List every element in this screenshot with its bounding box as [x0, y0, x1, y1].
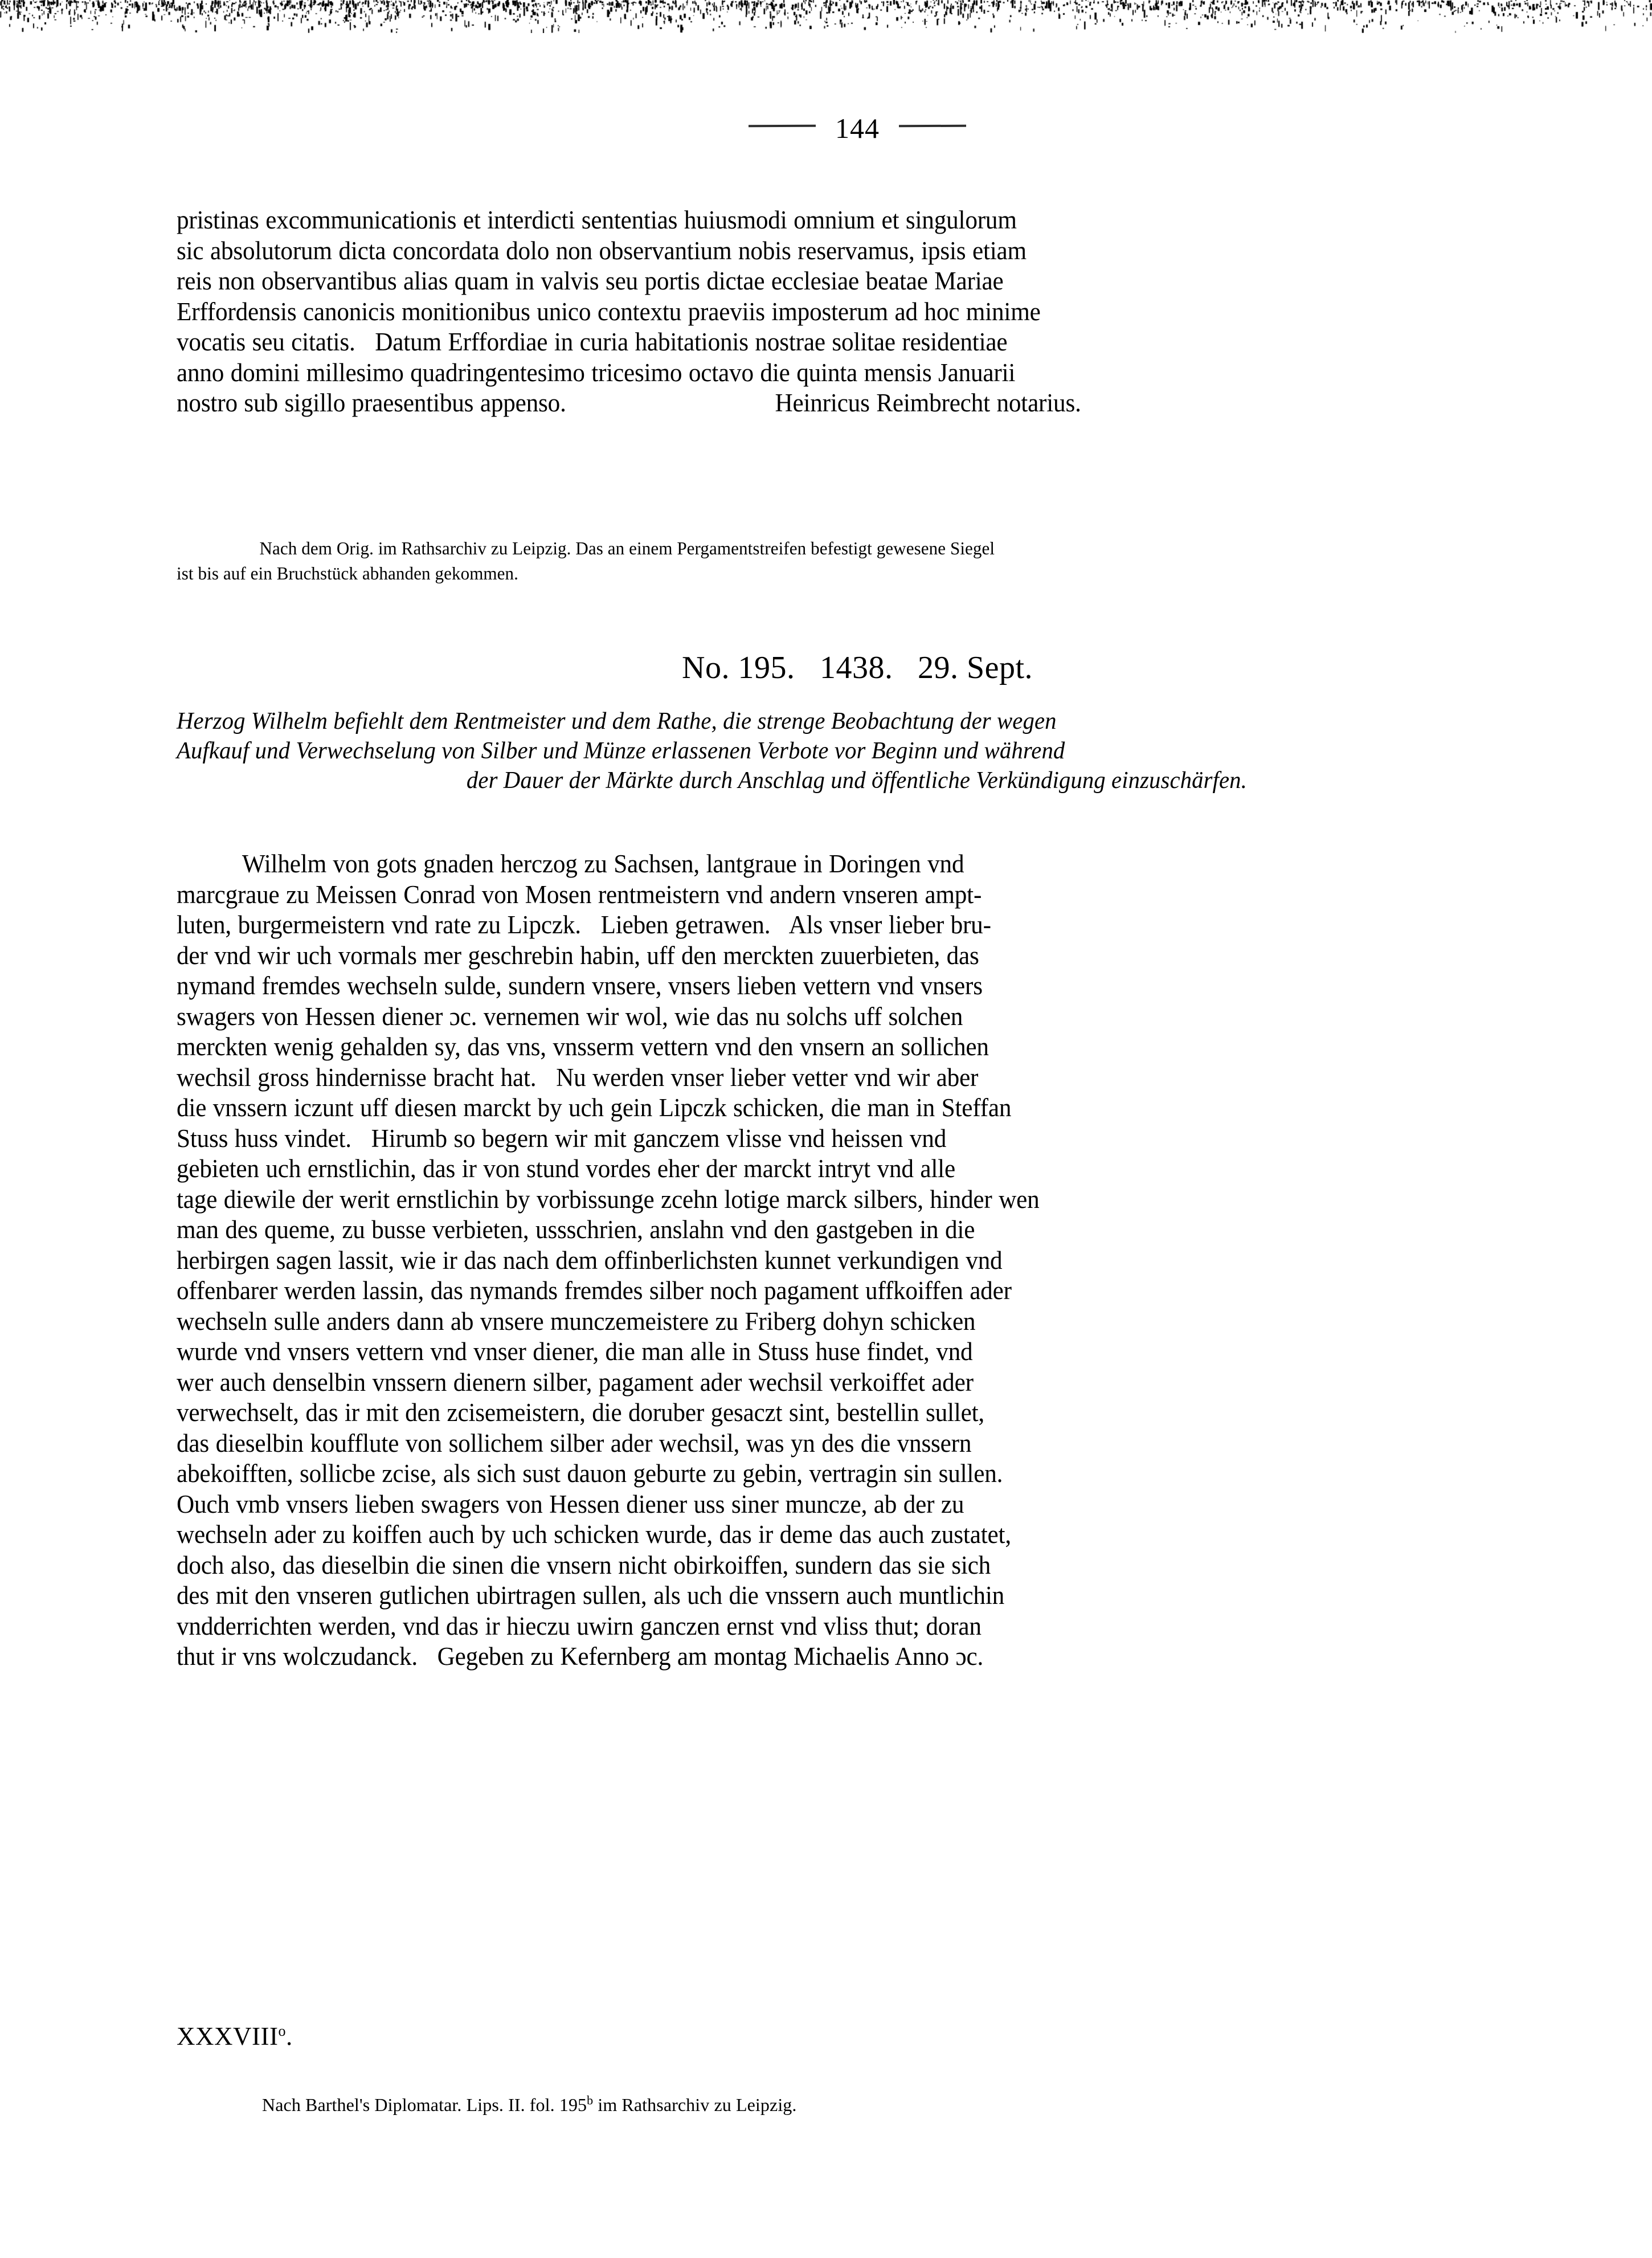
text-line: das dieselbin koufflute von sollichem silber ader wechsil, was yn des die vnssern — [177, 1428, 972, 1457]
folio-rule-left-icon — [749, 125, 816, 128]
source-note-prefix: Nach Barthel's Diplomatar. Lips. II. fol. 195 — [262, 2094, 587, 2115]
closing-roman-numeral — [177, 2022, 293, 2052]
text-line: nymand fremdes wechseln sulde, sundern vnsere, vnsers lieben vettern vnd vnsers — [177, 971, 983, 1000]
note-line: ist bis auf ein Bruchstück abhanden gekommen. — [177, 563, 519, 583]
source-note-suffix: im Rathsarchiv zu Leipzig. — [593, 2094, 797, 2115]
text-line: pristinas excommunicationis et interdicti sententias huiusmodi omnium et singulorum — [177, 206, 1017, 234]
document-regest — [177, 707, 1537, 795]
text-line: des mit den vnseren gutlichen ubirtragen sullen, als uch die vnssern auch muntlichin — [177, 1581, 1005, 1610]
text-line: swagers von Hessen diener ɔc. vernemen wir wol, wie das nu solchs uff solchen — [177, 1002, 963, 1031]
document-number-heading: No. 195. 1438. 29. Sept. — [682, 650, 1033, 685]
text-line: luten, burgermeistern vnd rate zu Lipczk. Lieben getrawen. Als vnser lieber bru- — [177, 910, 991, 939]
scan-noise-top-edge — [0, 0, 1652, 33]
text-line: herbirgen sagen lassit, wie ir das nach dem offinberlichsten kunnet verkundigen vnd — [177, 1246, 1003, 1275]
text-line: Wilhelm von gots gnaden herczog zu Sachsen, lantgraue in Doringen vnd — [177, 850, 964, 878]
text-line: verwechselt, das ir mit den zcisemeistern, die doruber gesaczt sint, bestellin sullet, — [177, 1398, 985, 1427]
text-line: Erffordensis canonicis monitionibus unico contextu praeviis imposterum ad hoc minime — [177, 297, 1041, 326]
text-line: der vnd wir uch vormals mer geschrebin habin, uff den merckten zuuerbieten, das — [177, 941, 979, 970]
dating-clause-tail: nostro sub sigillo praesentibus appenso. — [177, 389, 566, 417]
regest-line: Herzog Wilhelm befiehlt dem Rentmeister und dem Rathe, die strenge Beobachtung der wegen — [177, 708, 1057, 734]
source-note-above — [177, 536, 1497, 586]
roman-numeral-value: XXXVIII — [177, 2022, 279, 2051]
text-line: marcgraue zu Meissen Conrad von Mosen rentmeistern vnd andern vnseren ampt- — [177, 880, 982, 909]
text-line: Stuss huss vindet. Hirumb so begern wir mit ganczem vlisse vnd heissen vnd — [177, 1124, 947, 1153]
notary-name: Heinricus Reimbrecht notarius. — [775, 389, 1081, 417]
text-line: reis non observantibus alias quam in valvis seu portis dictae ecclesiae beatae Mariae — [177, 267, 1004, 295]
text-line: wechsil gross hindernisse bracht hat. Nu werden vnser lieber vetter vnd wir aber — [177, 1063, 979, 1092]
page-header-folio — [177, 114, 1538, 142]
text-line: man des queme, zu busse verbieten, ussschrien, anslahn vnd den gastgeben in die — [177, 1215, 975, 1244]
text-line: sic absolutorum dicta concordata dolo non observantium nobis reservamus, ipsis etiam — [177, 236, 1027, 265]
source-note-below — [262, 2092, 1458, 2117]
text-line: anno domini millesimo quadringentesimo tricesimo octavo die quinta mensis Januarii — [177, 358, 1016, 387]
page-number: 144 — [835, 112, 880, 144]
notary-signature-line — [177, 388, 1483, 419]
text-line: abekoifften, sollicbe zcise, als sich sust dauon geburte zu gebin, vertragin sin sullen. — [177, 1459, 1003, 1488]
text-line: wechseln sulle anders dann ab vnsere munczemeistere zu Friberg dohyn schicken — [177, 1306, 976, 1336]
text-line: Ouch vmb vnsers lieben swagers von Hessen diener uss siner muncze, ab der zu — [177, 1489, 964, 1518]
text-line: vndderrichten werden, vnd das ir hieczu uwirn ganczen ernst vnd vliss thut; doran — [177, 1611, 982, 1640]
text-line: die vnssern iczunt uff diesen marckt by uch gein Lipczk schicken, die man in Steffan — [177, 1093, 1012, 1122]
note-line: Nach dem Orig. im Rathsarchiv zu Leipzig. Das an einem Pergamentstreifen befestigt gewesene Siegel — [259, 538, 995, 558]
folio-rule-right-icon — [899, 125, 966, 128]
charter-body-text — [177, 849, 1483, 1672]
regest-line: Aufkauf und Verwechselung von Silber und Münze erlassenen Verbote vor Beginn und während — [177, 738, 1065, 764]
regest-line: der Dauer der Märkte durch Anschlag und öffentliche Verkündigung einzuschärfen. — [466, 767, 1247, 794]
text-line: wurde vnd vnsers vettern vnd vnser diener, die man alle in Stuss huse findet, vnd — [177, 1337, 973, 1366]
text-line: doch also, das dieselbin die sinen die vnsern nicht obirkoiffen, sundern das sie sich — [177, 1550, 991, 1579]
text-line: merckten wenig gehalden sy, das vns, vnsserm vettern vnd den vnsern an sollichen — [177, 1032, 989, 1061]
folio-side-superscript: b — [587, 2093, 594, 2108]
text-line: wer auch denselbin vnssern dienern silber, pagament ader wechsil verkoiffet ader — [177, 1367, 974, 1397]
text-line: tage diewile der werit ernstlichin by vorbissunge zcehn lotige marck silbers, hinder wen — [177, 1185, 1040, 1214]
closing-period: . — [285, 2022, 293, 2051]
text-line: thut ir vns wolczudanck. Gegeben zu Kefernberg am montag Michaelis Anno ɔc. — [177, 1642, 984, 1671]
text-line: offenbarer werden lassin, das nymands fremdes silber noch pagament uffkoiffen ader — [177, 1276, 1012, 1305]
text-line: wechseln ader zu koiffen auch by uch schicken wurde, das ir deme das auch zustatet, — [177, 1520, 1011, 1549]
degree-mark-icon: o — [278, 2023, 286, 2039]
text-line: gebieten uch ernstlichin, das ir von stund vordes eher der marckt intryt vnd alle — [177, 1154, 955, 1183]
text-line: vocatis seu citatis. Datum Erffordiae in curia habitationis nostrae solitae residentiae — [177, 328, 1008, 356]
latin-closing-paragraph — [177, 205, 1483, 419]
